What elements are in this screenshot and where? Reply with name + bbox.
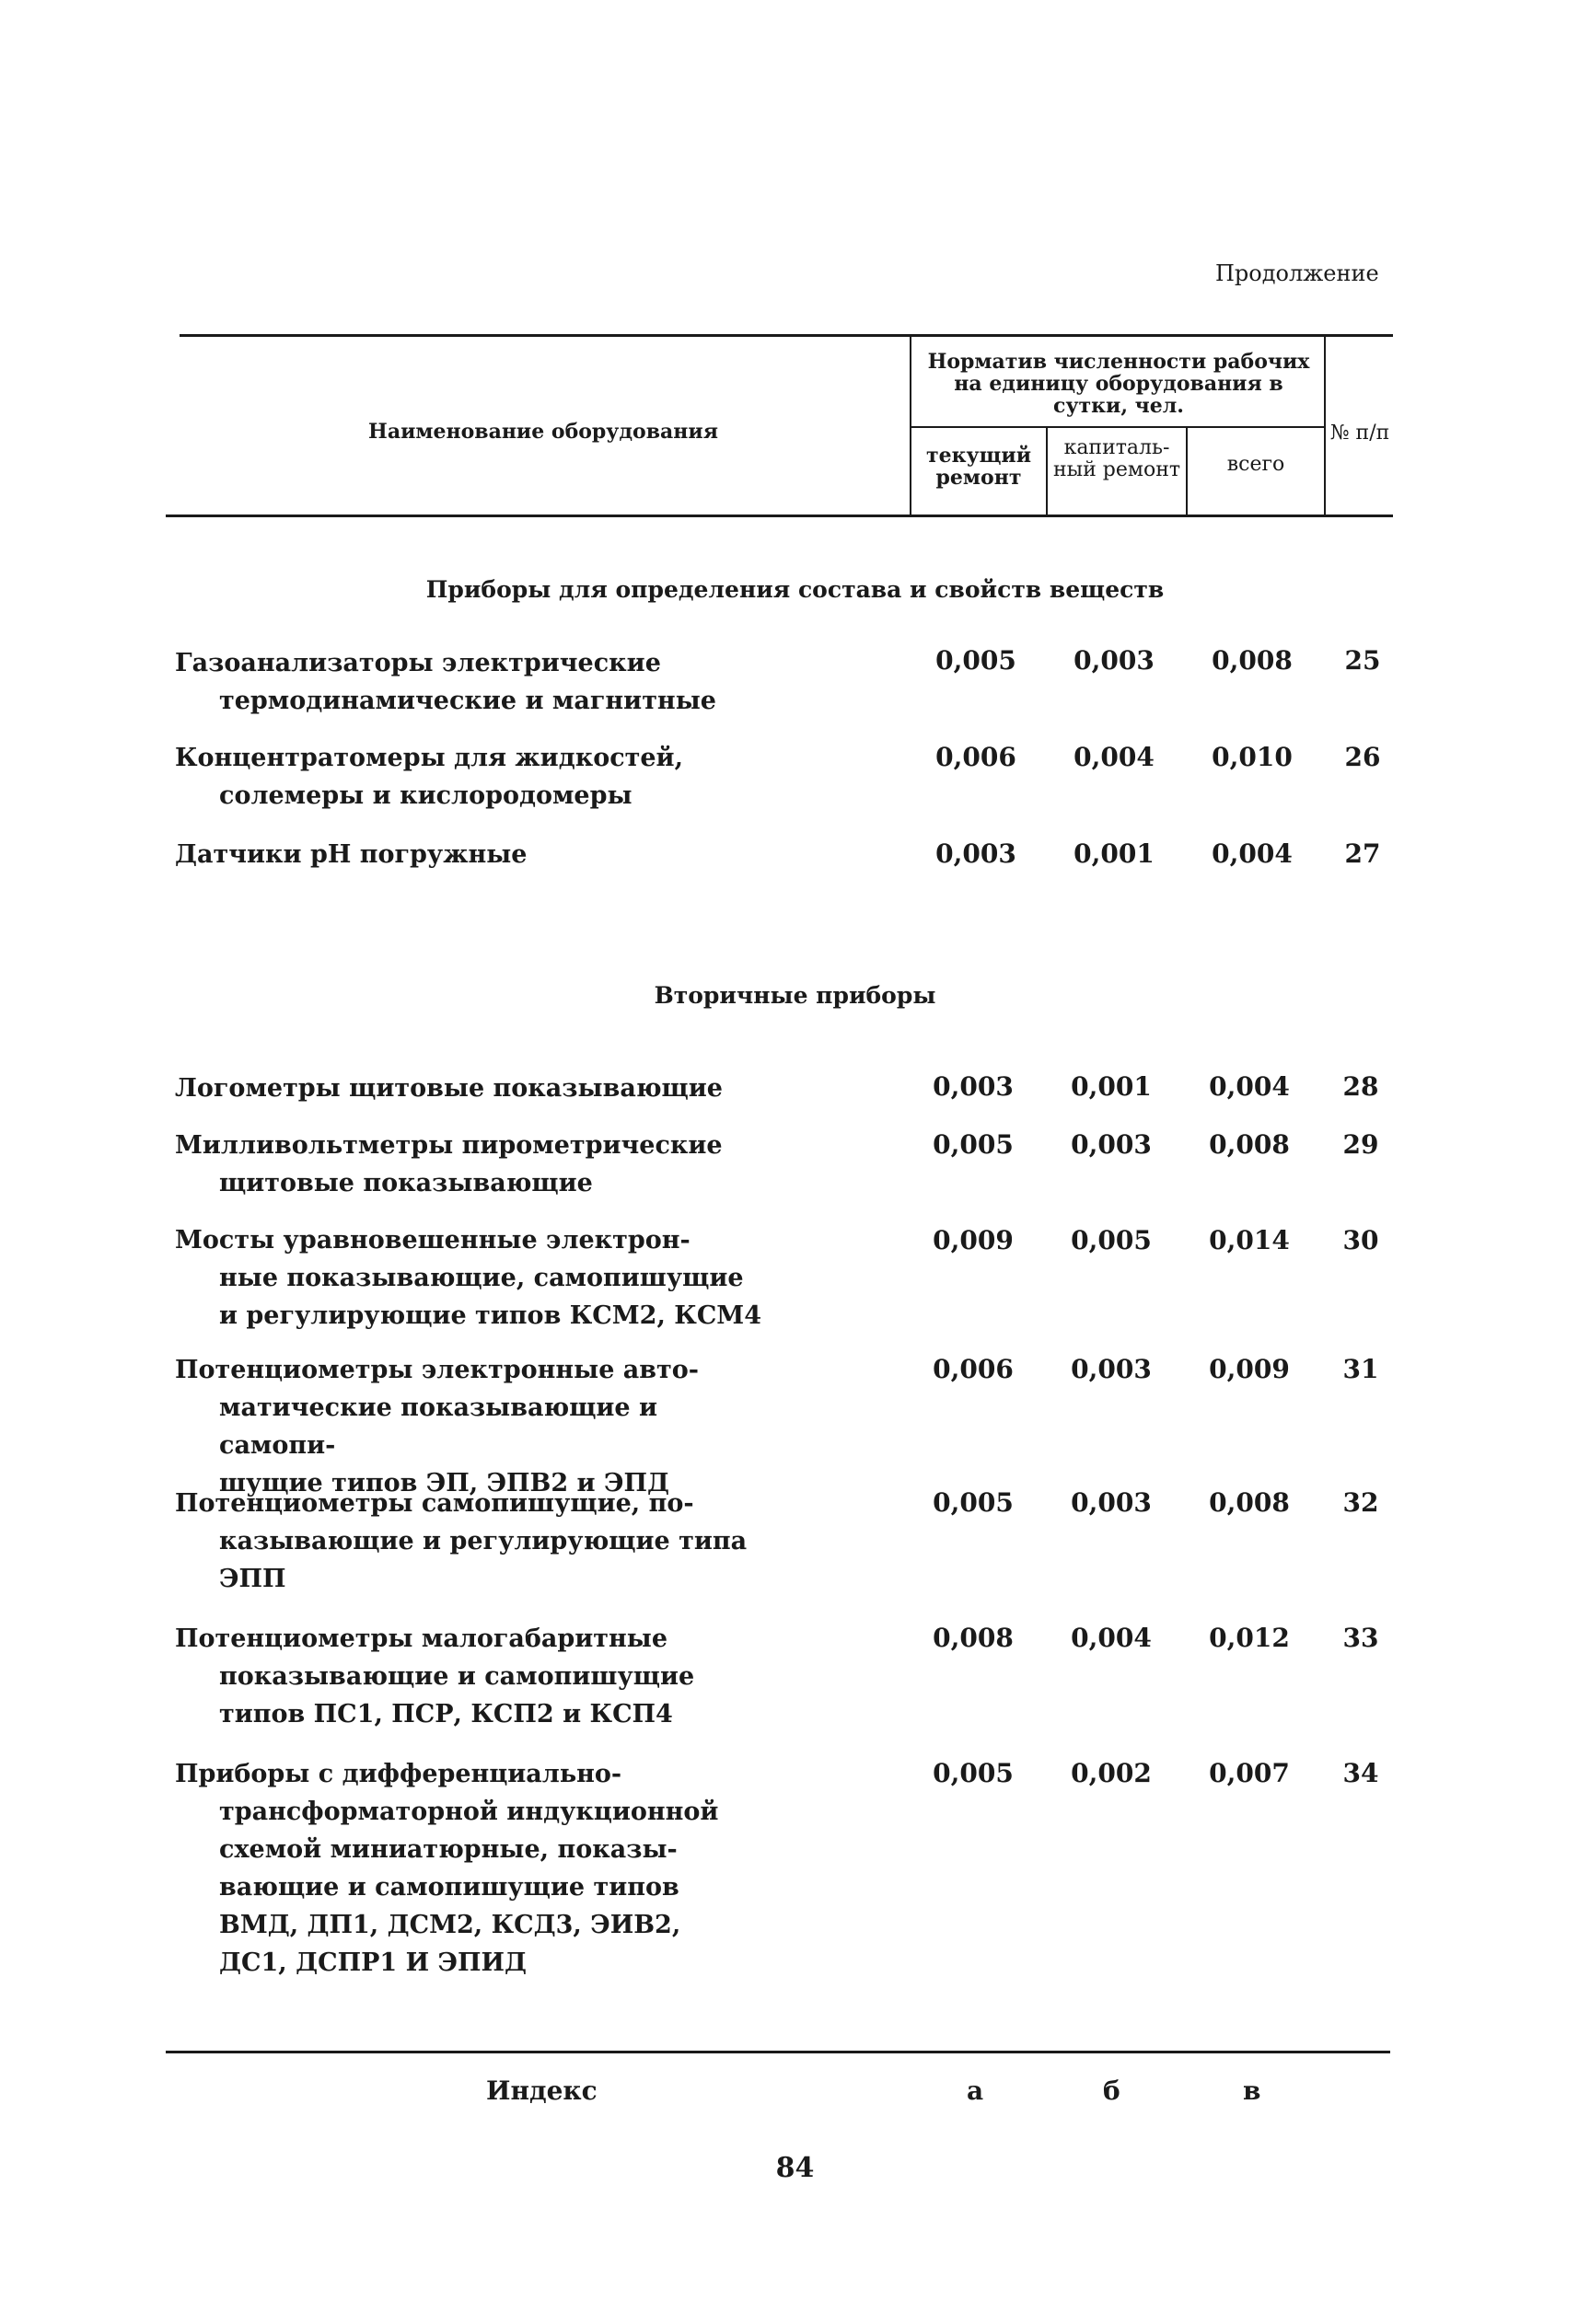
name-line: Концентратомеры для жидкостей, [175,744,683,772]
name-line: Потенциометры малогабаритные [175,1624,668,1653]
row-number: 25 [1344,645,1381,676]
name-line: солемеры и кислородомеры [219,781,633,810]
footer-rule [166,2051,1390,2053]
total-value: 0,008 [1209,1487,1290,1518]
name-line: Потенциометры самопишущие, по- [175,1489,694,1518]
equipment-name [175,1620,764,1733]
name-line: и регулирующие типов КСМ2, КСМ4 [219,1301,761,1330]
total-value: 0,014 [1209,1225,1290,1255]
name-line: казывающие и регулирующие типа [219,1527,748,1555]
capital-repair-value: 0,002 [1071,1758,1152,1788]
name-line: ЭПП [219,1565,286,1593]
header-vline-3 [1186,426,1188,515]
name-line: типов ПС1, ПСР, КСП2 и КСП4 [219,1700,673,1729]
name-line: матические показывающие и самопи- [219,1393,658,1460]
row-number: 31 [1342,1354,1379,1384]
name-line: вающие и самопишущие типов [219,1873,679,1902]
capital-repair-value: 0,005 [1071,1225,1152,1255]
header-vline-2 [1046,426,1048,515]
total-value: 0,012 [1209,1623,1290,1653]
header-bottom-rule [166,515,1393,517]
equipment-name [175,1127,764,1202]
row-number: 27 [1344,838,1381,869]
current-repair-value: 0,005 [935,645,1016,676]
row-number: 26 [1344,742,1381,772]
header-current-repair: текущий ремонт [925,444,1032,490]
name-line: щитовые показывающие [219,1169,593,1197]
total-value: 0,008 [1212,645,1293,676]
row-number: 33 [1342,1623,1379,1653]
section-title: Вторичные приборы [654,982,936,1009]
equipment-name [175,1351,764,1502]
capital-repair-value: 0,003 [1071,1354,1152,1384]
header-vline-1 [910,336,911,515]
norm-group-rule [910,426,1324,428]
header-total: всего [1226,453,1285,476]
name-line: трансформаторной индукционной [219,1798,719,1826]
page-number: 84 [775,2152,815,2184]
index-col-a: а [967,2075,984,2106]
row-number: 30 [1342,1225,1379,1255]
capital-repair-value: 0,003 [1071,1487,1152,1518]
index-col-c: в [1243,2075,1261,2106]
name-line: ные показывающие, самопишущие [219,1264,744,1292]
current-repair-value: 0,006 [933,1354,1014,1384]
row-number: 32 [1342,1487,1379,1518]
capital-repair-value: 0,001 [1074,838,1155,869]
current-repair-value: 0,005 [933,1487,1014,1518]
capital-repair-value: 0,004 [1074,742,1155,772]
row-number: 29 [1342,1129,1379,1160]
name-line: шущие типов ЭП, ЭПВ2 и ЭПД [219,1469,669,1497]
equipment-name [175,1221,764,1335]
equipment-name [175,836,764,873]
current-repair-value: 0,009 [933,1225,1014,1255]
total-value: 0,010 [1212,742,1293,772]
index-col-b: б [1103,2075,1120,2106]
name-line: Потенциометры электронные авто- [175,1356,700,1384]
name-line: Мосты уравновешенные электрон- [175,1226,691,1254]
header-capital-repair: капиталь-ный ремонт [1052,436,1181,481]
total-value: 0,004 [1212,838,1293,869]
current-repair-value: 0,008 [933,1623,1014,1653]
capital-repair-value: 0,003 [1071,1129,1152,1160]
continuation-label: Продолжение [1215,260,1379,286]
current-repair-value: 0,006 [935,742,1016,772]
equipment-name [175,1485,764,1598]
row-number: 34 [1342,1758,1379,1788]
name-line: ДС1, ДСПР1 И ЭПИД [219,1948,527,1977]
name-line: ВМД, ДП1, ДСМ2, КСД3, ЭИВ2, [219,1911,681,1939]
name-line: Датчики pH погружные [175,840,528,869]
name-line: Приборы с дифференциально- [175,1760,622,1788]
current-repair-value: 0,003 [935,838,1016,869]
equipment-name [175,1070,764,1107]
total-value: 0,008 [1209,1129,1290,1160]
total-value: 0,009 [1209,1354,1290,1384]
current-repair-value: 0,003 [933,1071,1014,1102]
header-row-number: № п/п [1329,422,1390,445]
equipment-name [175,1755,764,1982]
total-value: 0,007 [1209,1758,1290,1788]
name-line: Газоанализаторы электрические [175,649,661,677]
name-line: Милливольтметры пирометрические [175,1131,723,1160]
header-top-rule [180,334,1393,337]
equipment-name [175,644,764,720]
name-line: термодинамические и магнитные [219,687,716,715]
name-line: схемой миниатюрные, показы- [219,1835,678,1864]
header-norm-group: Норматив численности рабочих на единицу оборудования в сутки, чел. [927,350,1310,418]
current-repair-value: 0,005 [933,1758,1014,1788]
total-value: 0,004 [1209,1071,1290,1102]
capital-repair-value: 0,001 [1071,1071,1152,1102]
name-line: Логометры щитовые показывающие [175,1074,723,1103]
header-equipment-name: Наименование оборудования [368,420,718,444]
index-label: Индекс [486,2075,598,2106]
section-title: Приборы для определения состава и свойств веществ [425,576,1165,603]
equipment-name [175,739,764,815]
name-line: показывающие и самопишущие [219,1662,695,1691]
capital-repair-value: 0,004 [1071,1623,1152,1653]
row-number: 28 [1342,1071,1379,1102]
current-repair-value: 0,005 [933,1129,1014,1160]
header-vline-4 [1324,336,1326,515]
capital-repair-value: 0,003 [1074,645,1155,676]
